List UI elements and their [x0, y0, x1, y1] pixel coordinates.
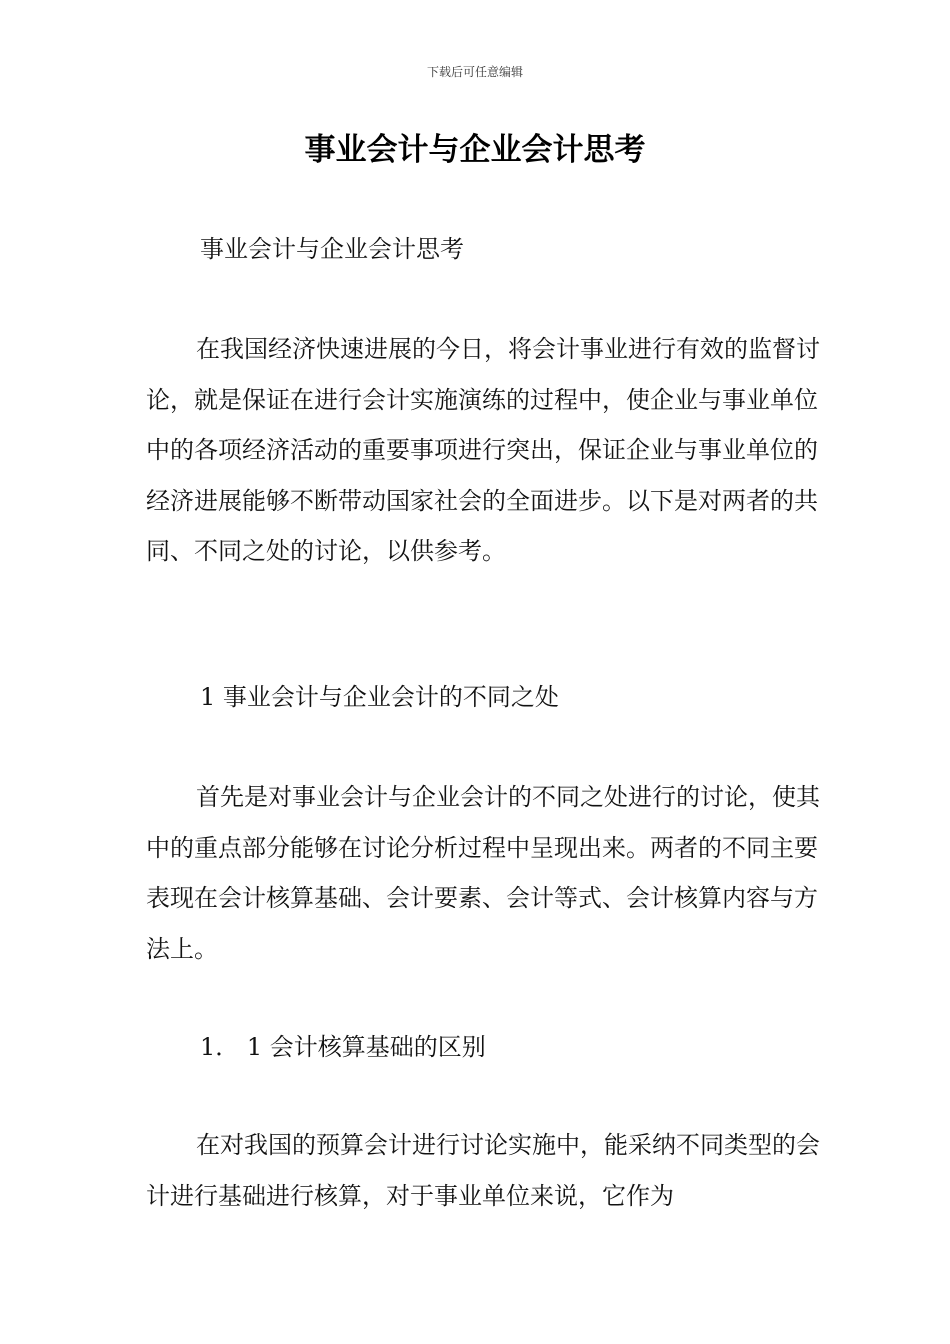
header-note: 下载后可任意编辑 — [426, 65, 523, 79]
document-title: 事业会计与企业会计思考 — [304, 132, 646, 168]
section-1-heading: 1 事业会计与企业会计的不同之处 — [200, 683, 559, 711]
intro-paragraph: 在我国经济快速进展的今日，将会计事业进行有效的监督讨论，就是保证在进行会计实施演练的过程中，使企业与事业单位中的各项经济活动的重要事项进行突出，保证企业与事业单位的经济进展能够不断带动国家社会的全面进步。以下是对两者的共同、不同之处的讨论，以供参考。 — [146, 335, 820, 565]
section-1-1-heading: 1． 1 会计核算基础的区别 — [200, 1033, 486, 1061]
section-1-1-paragraph: 在对我国的预算会计进行讨论实施中，能采纳不同类型的会计进行基础进行核算，对于事业单位来说，它作为 — [146, 1131, 820, 1210]
document-subtitle: 事业会计与企业会计思考 — [200, 235, 464, 263]
section-1-paragraph: 首先是对事业会计与企业会计的不同之处进行的讨论，使其中的重点部分能够在讨论分析过程中呈现出来。两者的不同主要表现在会计核算基础、会计要素、会计等式、会计核算内容与方法上。 — [146, 783, 820, 963]
